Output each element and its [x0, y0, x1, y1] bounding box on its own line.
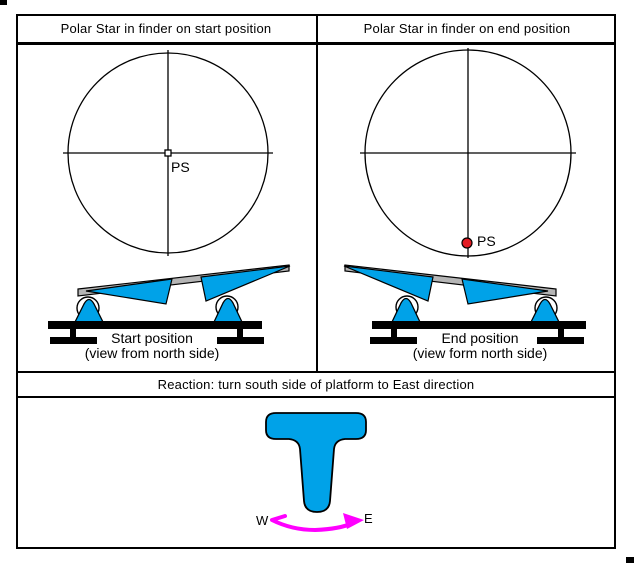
caption-start-line2: (view from north side)	[84, 345, 220, 361]
caption-start	[52, 331, 252, 361]
reaction-text: Reaction: turn south side of platform to East direction	[157, 377, 475, 392]
base-bar	[48, 321, 262, 329]
polar-star-center-marker	[165, 150, 171, 156]
header-end-position: Polar Star in finder on end position	[363, 21, 571, 36]
caption-end-line1: End position	[441, 330, 519, 346]
caption-end-line2: (view form north side)	[412, 345, 548, 361]
caption-end	[380, 331, 580, 361]
west-label: W	[256, 513, 269, 528]
finder-start	[63, 50, 273, 256]
caption-start-line1: Start position	[111, 330, 193, 346]
turn-arrow-shaft	[272, 516, 353, 530]
wedge-right	[201, 266, 290, 301]
header-start-position: Polar Star in finder on start position	[60, 21, 272, 36]
ps-label-start: PS	[171, 159, 190, 175]
platform-top-view-t-shape	[266, 413, 366, 512]
ps-label-end: PS	[477, 233, 496, 249]
polar-star-dot	[462, 238, 472, 248]
east-label: E	[364, 511, 373, 526]
finder-end	[360, 48, 576, 258]
